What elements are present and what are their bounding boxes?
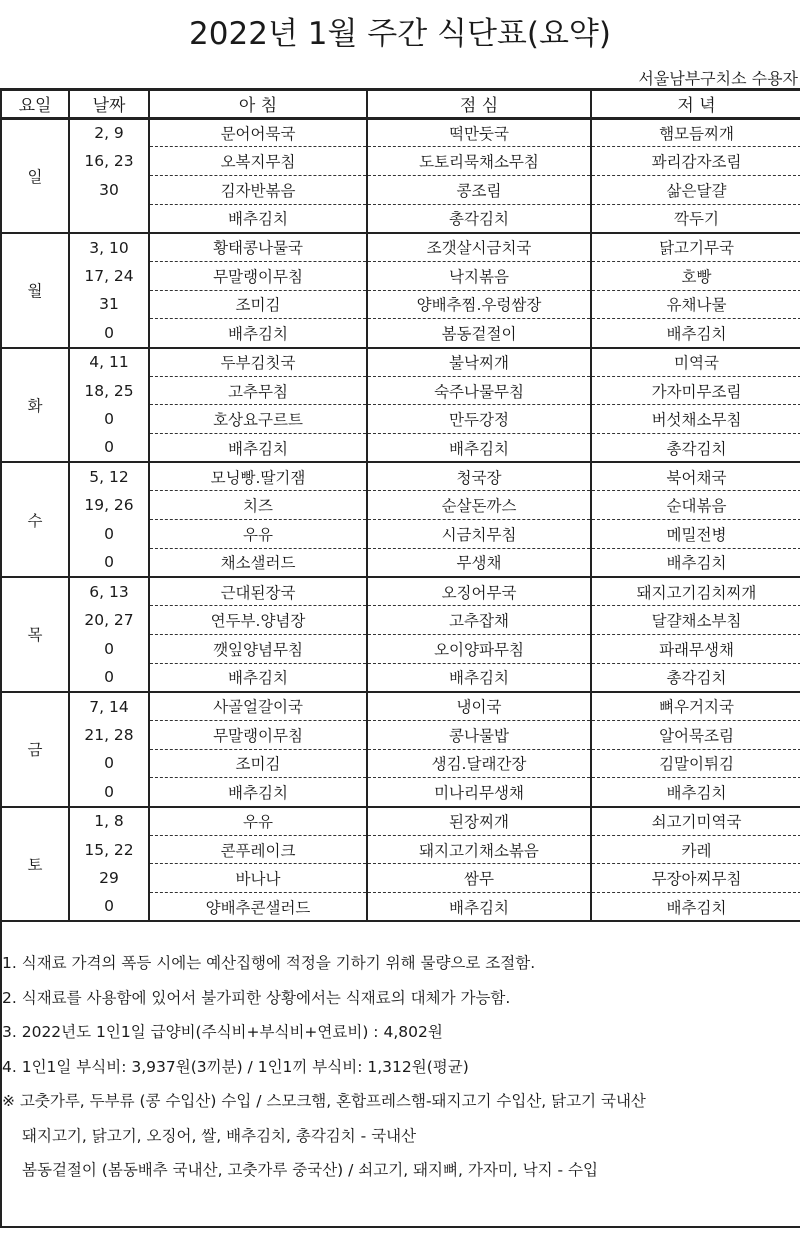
lunch-cell: 낙지볶음 [367, 261, 591, 290]
breakfast-cell: 배추김치 [149, 204, 367, 233]
weekday-cell: 일 [1, 118, 69, 233]
date-cell: 30 [69, 175, 149, 204]
table-row [1, 720, 800, 749]
date-cell: 0 [69, 749, 149, 778]
note-4: 4. 1인1일 부식비: 3,937원(3끼분) / 1인1끼 부식비: 1,312원(평균) [2, 1057, 469, 1076]
table-row [1, 405, 800, 434]
weekday-cell: 수 [1, 462, 69, 577]
table-row [1, 520, 800, 549]
weekday-cell: 월 [1, 233, 69, 348]
lunch-cell: 숙주나물무침 [367, 376, 591, 405]
lunch-cell: 콩나물밥 [367, 720, 591, 749]
table-row [1, 118, 800, 147]
table-row [1, 233, 800, 262]
table-row [1, 491, 800, 520]
date-cell: 6, 13 [69, 577, 149, 606]
date-cell: 0 [69, 319, 149, 348]
lunch-cell: 콩조림 [367, 175, 591, 204]
table-row [1, 692, 800, 721]
lunch-cell: 도토리묵채소무침 [367, 147, 591, 176]
dinner-cell: 쇠고기미역국 [591, 807, 800, 836]
breakfast-cell: 바나나 [149, 864, 367, 893]
dinner-cell: 꽈리감자조림 [591, 147, 800, 176]
lunch-cell: 생김.달래간장 [367, 749, 591, 778]
weekday-cell: 토 [1, 807, 69, 922]
note-origin-1: ※ 고춧가루, 두부류 (콩 수입산) 수입 / 스모크햄, 혼합프레스햄-돼지고기 수입산, 닭고기 국내산 [2, 1092, 646, 1110]
breakfast-cell: 호상요구르트 [149, 405, 367, 434]
table-row [1, 835, 800, 864]
date-cell: 18, 25 [69, 376, 149, 405]
table-row [1, 376, 800, 405]
breakfast-cell: 무말랭이무침 [149, 720, 367, 749]
breakfast-cell: 배추김치 [149, 434, 367, 463]
table-row [1, 548, 800, 577]
date-cell: 0 [69, 405, 149, 434]
breakfast-cell: 채소샐러드 [149, 548, 367, 577]
table-row [1, 663, 800, 692]
dinner-cell: 가자미무조림 [591, 376, 800, 405]
date-cell: 3, 10 [69, 233, 149, 262]
dinner-cell: 카레 [591, 835, 800, 864]
table-row [1, 319, 800, 348]
facility-label: 서울남부구치소 수용자 [638, 69, 798, 88]
date-cell: 4, 11 [69, 348, 149, 377]
breakfast-cell: 두부김칫국 [149, 348, 367, 377]
breakfast-cell: 오복지무침 [149, 147, 367, 176]
date-cell: 21, 28 [69, 720, 149, 749]
dinner-cell: 총각김치 [591, 434, 800, 463]
date-cell: 0 [69, 778, 149, 807]
table-row [1, 204, 800, 233]
breakfast-cell: 무말랭이무침 [149, 261, 367, 290]
dinner-cell: 북어채국 [591, 462, 800, 491]
table-row [1, 290, 800, 319]
lunch-cell: 배추김치 [367, 663, 591, 692]
breakfast-cell: 콘푸레이크 [149, 835, 367, 864]
breakfast-cell: 문어어묵국 [149, 118, 367, 147]
date-cell: 19, 26 [69, 491, 149, 520]
notes-section [2, 950, 792, 1192]
date-cell: 0 [69, 520, 149, 549]
lunch-cell: 냉이국 [367, 692, 591, 721]
table-header-row [1, 90, 800, 118]
lunch-cell: 오징어무국 [367, 577, 591, 606]
note-3: 3. 2022년도 1인1일 급양비(주식비+부식비+연료비) : 4,802원 [2, 1023, 443, 1041]
dinner-cell: 깍두기 [591, 204, 800, 233]
lunch-cell: 순살돈까스 [367, 491, 591, 520]
dinner-cell: 유채나물 [591, 290, 800, 319]
lunch-cell: 청국장 [367, 462, 591, 491]
lunch-cell: 만두강정 [367, 405, 591, 434]
date-cell: 0 [69, 663, 149, 692]
note-1: 1. 식재료 가격의 폭등 시에는 예산집행에 적정을 기하기 위해 물량으로 조절함. [2, 954, 536, 972]
table-row [1, 462, 800, 491]
dinner-cell: 배추김치 [591, 778, 800, 807]
lunch-cell: 돼지고기채소볶음 [367, 835, 591, 864]
dinner-cell: 달걀채소부침 [591, 606, 800, 635]
date-cell: 15, 22 [69, 835, 149, 864]
breakfast-cell: 조미김 [149, 290, 367, 319]
date-cell: 5, 12 [69, 462, 149, 491]
date-cell: 0 [69, 893, 149, 922]
weekday-cell: 목 [1, 577, 69, 692]
table-row [1, 807, 800, 836]
dinner-cell: 무장아찌무침 [591, 864, 800, 893]
breakfast-cell: 사골얼갈이국 [149, 692, 367, 721]
table-row [1, 864, 800, 893]
date-cell: 29 [69, 864, 149, 893]
header-day: 요일 [1, 90, 69, 118]
breakfast-cell: 김자반볶음 [149, 175, 367, 204]
breakfast-cell: 황태콩나물국 [149, 233, 367, 262]
lunch-cell: 쌈무 [367, 864, 591, 893]
dinner-cell: 닭고기무국 [591, 233, 800, 262]
note-2: 2. 식재료를 사용함에 있어서 불가피한 상황에서는 식재료의 대체가 가능함. [2, 988, 511, 1007]
date-cell: 0 [69, 434, 149, 463]
dinner-cell: 배추김치 [591, 893, 800, 922]
weekday-cell: 금 [1, 692, 69, 807]
lunch-cell: 봄동겉절이 [367, 319, 591, 348]
table-row [1, 634, 800, 663]
header-date: 날짜 [69, 90, 149, 118]
date-cell: 0 [69, 634, 149, 663]
breakfast-cell: 근대된장국 [149, 577, 367, 606]
lunch-cell: 떡만둣국 [367, 118, 591, 147]
date-cell [69, 204, 149, 233]
date-cell: 17, 24 [69, 261, 149, 290]
date-cell: 0 [69, 548, 149, 577]
note-origin-2: 돼지고기, 닭고기, 오징어, 쌀, 배추김치, 총각김치 - 국내산 [22, 1126, 417, 1145]
breakfast-cell: 조미김 [149, 749, 367, 778]
lunch-cell: 된장찌개 [367, 807, 591, 836]
date-cell: 7, 14 [69, 692, 149, 721]
weekday-cell: 화 [1, 348, 69, 463]
header-lunch: 점 심 [367, 90, 591, 118]
dinner-cell: 미역국 [591, 348, 800, 377]
lunch-cell: 고추잡채 [367, 606, 591, 635]
date-cell: 16, 23 [69, 147, 149, 176]
note-origin-3: 봄동겉절이 (봄동배추 국내산, 고춧가루 중국산) / 쇠고기, 돼지뼈, 가자미, 낙지 - 수입 [22, 1161, 598, 1179]
table-row [1, 606, 800, 635]
dinner-cell: 배추김치 [591, 319, 800, 348]
lunch-cell: 배추김치 [367, 434, 591, 463]
breakfast-cell: 우유 [149, 520, 367, 549]
weekly-menu-table [0, 90, 800, 922]
dinner-cell: 배추김치 [591, 548, 800, 577]
dinner-cell: 알어묵조림 [591, 720, 800, 749]
dinner-cell: 순대볶음 [591, 491, 800, 520]
table-row [1, 348, 800, 377]
breakfast-cell: 연두부.양념장 [149, 606, 367, 635]
table-row [1, 749, 800, 778]
breakfast-cell: 치즈 [149, 491, 367, 520]
lunch-cell: 조갯살시금치국 [367, 233, 591, 262]
table-row [1, 175, 800, 204]
page-title: 2022년 1월 주간 식단표(요약) [189, 16, 611, 52]
breakfast-cell: 배추김치 [149, 319, 367, 348]
lunch-cell: 미나리무생채 [367, 778, 591, 807]
dinner-cell: 돼지고기김치찌개 [591, 577, 800, 606]
dinner-cell: 파래무생채 [591, 634, 800, 663]
table-row [1, 434, 800, 463]
date-cell: 2, 9 [69, 118, 149, 147]
lunch-cell: 총각김치 [367, 204, 591, 233]
lunch-cell: 배추김치 [367, 893, 591, 922]
header-dinner: 저 녁 [591, 90, 800, 118]
lunch-cell: 불낙찌개 [367, 348, 591, 377]
breakfast-cell: 모닝빵.딸기잼 [149, 462, 367, 491]
dinner-cell: 삶은달걀 [591, 175, 800, 204]
date-cell: 1, 8 [69, 807, 149, 836]
dinner-cell: 햄모듬찌개 [591, 118, 800, 147]
breakfast-cell: 배추김치 [149, 778, 367, 807]
breakfast-cell: 깻잎양념무침 [149, 634, 367, 663]
date-cell: 20, 27 [69, 606, 149, 635]
lunch-cell: 무생채 [367, 548, 591, 577]
dinner-cell: 김말이튀김 [591, 749, 800, 778]
lunch-cell: 시금치무침 [367, 520, 591, 549]
dinner-cell: 총각김치 [591, 663, 800, 692]
table-row [1, 261, 800, 290]
breakfast-cell: 배추김치 [149, 663, 367, 692]
table-row [1, 893, 800, 922]
breakfast-cell: 우유 [149, 807, 367, 836]
dinner-cell: 메밀전병 [591, 520, 800, 549]
lunch-cell: 양배추찜.우렁쌈장 [367, 290, 591, 319]
lunch-cell: 오이양파무침 [367, 634, 591, 663]
header-breakfast: 아 침 [149, 90, 367, 118]
table-row [1, 778, 800, 807]
dinner-cell: 버섯채소무침 [591, 405, 800, 434]
dinner-cell: 뼈우거지국 [591, 692, 800, 721]
date-cell: 31 [69, 290, 149, 319]
table-row [1, 147, 800, 176]
table-row [1, 577, 800, 606]
breakfast-cell: 양배추콘샐러드 [149, 893, 367, 922]
dinner-cell: 호빵 [591, 261, 800, 290]
breakfast-cell: 고추무침 [149, 376, 367, 405]
